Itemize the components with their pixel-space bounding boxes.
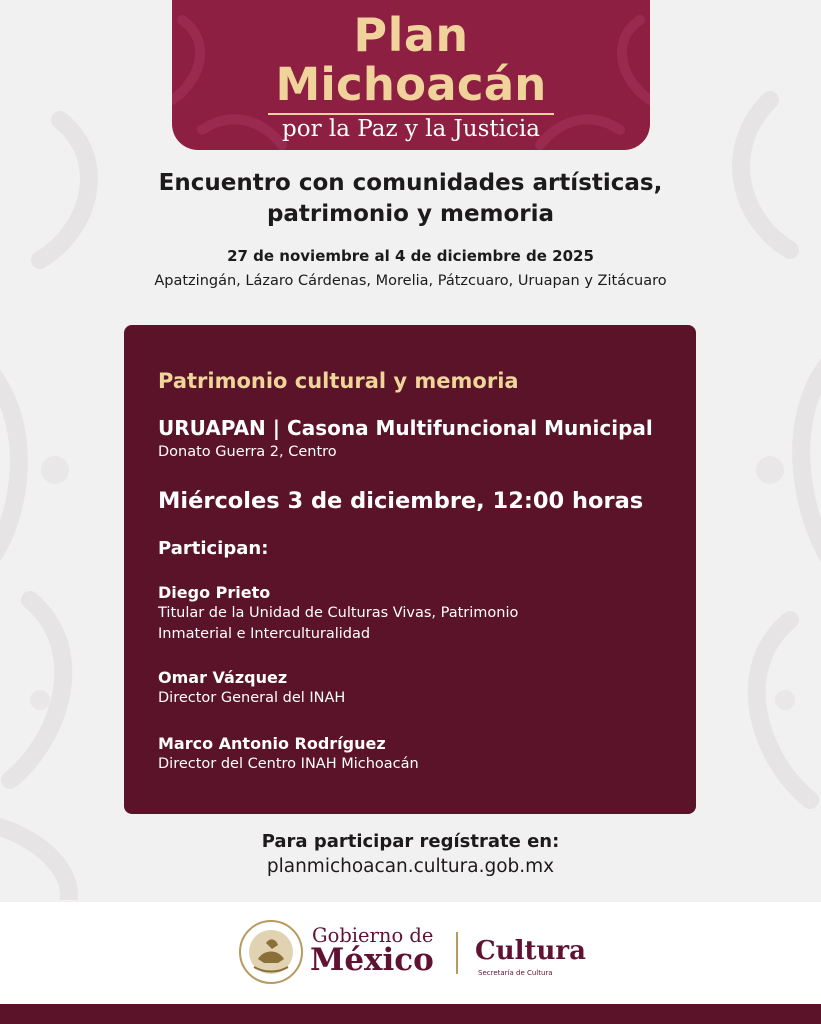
cultura-label: Cultura bbox=[475, 936, 586, 966]
participant-name: Marco Antonio Rodríguez bbox=[158, 734, 386, 753]
michoacan-title-word: Michoacán bbox=[275, 58, 547, 111]
participant-item bbox=[158, 733, 658, 775]
venue: URUAPAN | Casona Multifuncional Municipal bbox=[158, 416, 653, 440]
title-rule bbox=[268, 113, 554, 115]
footer-divider bbox=[456, 932, 458, 974]
participant-role: Director General del INAH bbox=[158, 690, 346, 706]
participants-label: Participan: bbox=[158, 538, 269, 559]
participant-name: Diego Prieto bbox=[158, 583, 271, 602]
secretaria-label: Secretaría de Cultura bbox=[478, 969, 553, 977]
register-label: Para participar regístrate en: bbox=[261, 831, 560, 852]
participant-role: Inmaterial e Interculturalidad bbox=[158, 626, 371, 642]
event-title-line1: Encuentro con comunidades artísticas, bbox=[158, 170, 663, 196]
event-title-line2: patrimonio y memoria bbox=[266, 201, 555, 227]
event-dates: 27 de noviembre al 4 de diciembre de 2025 bbox=[227, 247, 594, 265]
footer-bar bbox=[0, 1004, 821, 1024]
event-detail-panel bbox=[124, 325, 696, 814]
venue-address: Donato Guerra 2, Centro bbox=[158, 444, 337, 460]
plan-title-word: Plan bbox=[353, 8, 469, 62]
national-seal-icon bbox=[238, 919, 304, 985]
event-places: Apatzingán, Lázaro Cárdenas, Morelia, Pátzcuaro, Uruapan y Zitácuaro bbox=[154, 273, 667, 289]
participant-role: Titular de la Unidad de Culturas Vivas, Patrimonio bbox=[158, 605, 519, 621]
event-title bbox=[40, 168, 781, 230]
participant-item bbox=[158, 667, 658, 709]
header-banner bbox=[172, 0, 650, 150]
banner-subtitle: por la Paz y la Justicia bbox=[282, 116, 540, 142]
participant-item bbox=[158, 582, 658, 645]
event-datetime: Miércoles 3 de diciembre, 12:00 horas bbox=[158, 488, 644, 514]
footer bbox=[0, 902, 821, 1004]
panel-heading: Patrimonio cultural y memoria bbox=[158, 369, 519, 393]
register-link[interactable]: planmichoacan.cultura.gob.mx bbox=[266, 856, 555, 877]
participant-name: Omar Vázquez bbox=[158, 668, 288, 687]
participant-role: Director del Centro INAH Michoacán bbox=[158, 756, 419, 772]
gobierno-label: Gobierno de bbox=[312, 924, 434, 947]
mexico-label: México bbox=[310, 942, 434, 978]
